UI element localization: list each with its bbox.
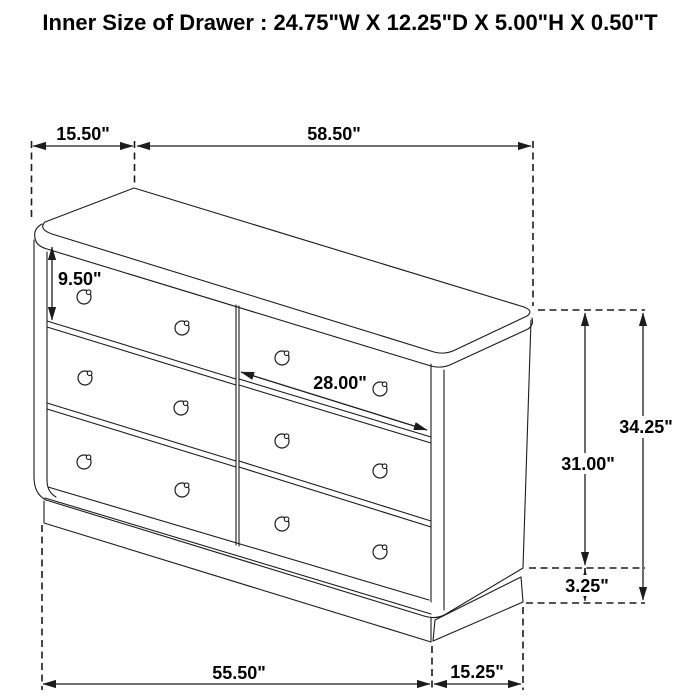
drawer-column-divider xyxy=(236,305,239,546)
label-cabinet-height: 31.00" xyxy=(561,454,615,474)
drawer-gap-left-1 xyxy=(47,321,236,385)
cabinet-bottom-edge xyxy=(45,498,431,614)
drawer-knobs xyxy=(77,290,387,559)
base-plinth-side xyxy=(433,577,523,641)
drawer-knob xyxy=(77,290,91,304)
drawer-knob xyxy=(77,455,91,469)
drawer-knob xyxy=(78,371,92,385)
dresser-top-surface xyxy=(43,188,530,353)
dresser-body xyxy=(34,188,533,642)
drawer-knob xyxy=(373,464,387,478)
drawer-gap-right-2 xyxy=(239,461,431,527)
drawer-knob xyxy=(175,321,189,335)
side-panel-back-edge xyxy=(523,320,531,568)
label-top-width: 58.50" xyxy=(307,124,361,144)
label-drawer-width: 28.00" xyxy=(313,373,367,393)
label-base-width: 55.50" xyxy=(212,663,266,683)
drawer-knob xyxy=(373,545,387,559)
label-overall-height: 34.25" xyxy=(619,417,673,437)
diagram-title: Inner Size of Drawer : 24.75"W X 12.25"D X 5.00"H X 0.50"T xyxy=(42,10,658,35)
label-drawer-height: 9.50" xyxy=(58,269,102,289)
drawer-knob xyxy=(275,351,289,365)
drawer-knob xyxy=(174,401,188,415)
drawer-knob xyxy=(373,382,387,396)
drawer-knob xyxy=(275,517,289,531)
label-base-depth: 15.25" xyxy=(450,662,504,682)
base-plinth-front xyxy=(44,501,431,642)
label-base-height: 3.25" xyxy=(565,576,609,596)
drawer-knob xyxy=(175,483,189,497)
drawer-gap-left-2 xyxy=(47,403,236,467)
drawer-knob xyxy=(275,434,289,448)
label-top-depth: 15.50" xyxy=(56,124,110,144)
